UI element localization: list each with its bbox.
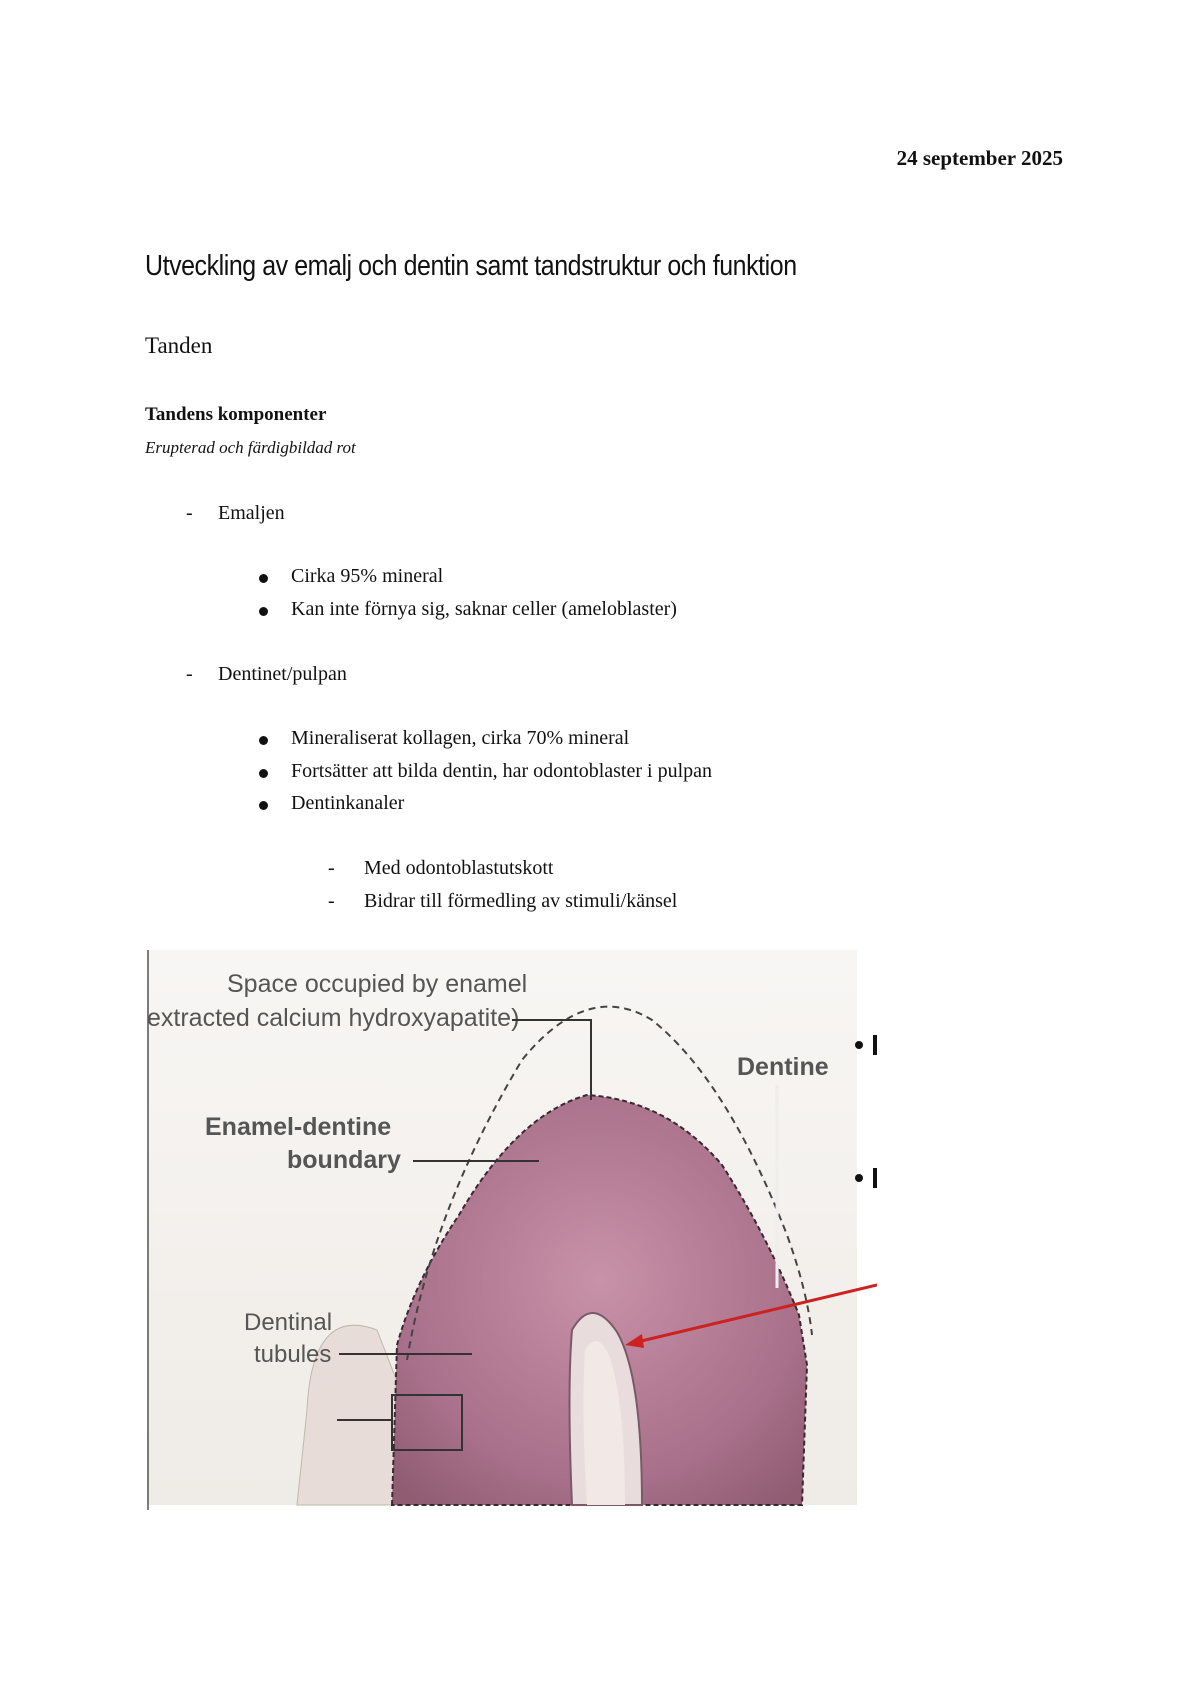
label-enamel-space-2: extracted calcium hydroxyapatite) <box>147 1004 520 1032</box>
cropped-text <box>873 1035 877 1055</box>
list-item-dentin: Dentinet/pulpan <box>218 663 347 685</box>
list-item: Dentinkanaler <box>291 792 405 814</box>
list-subitem: Med odontoblastutskott <box>364 857 554 879</box>
bullet-icon <box>855 1174 863 1182</box>
subsection-subtitle: Erupterad och färdigbildad rot <box>145 438 356 457</box>
list-item-enamel: Emaljen <box>218 502 285 524</box>
cropped-text <box>873 1168 877 1188</box>
label-tubules: tubules <box>254 1341 332 1368</box>
label-dentine: Dentine <box>737 1053 829 1081</box>
label-enamel-dentine: Enamel-dentine <box>205 1113 392 1141</box>
list-dash: - <box>328 857 335 879</box>
label-dentinal: Dentinal <box>244 1309 333 1336</box>
label-enamel-space: Space occupied by enamel <box>227 970 528 998</box>
bullet-icon <box>259 607 268 616</box>
section-heading: Tanden <box>145 333 213 358</box>
subsection-heading: Tandens komponenter <box>145 404 327 425</box>
list-subitem: Bidrar till förmedling av stimuli/känsel <box>364 890 678 912</box>
list-item: Cirka 95% mineral <box>291 565 444 587</box>
bullet-icon <box>855 1041 863 1049</box>
bullet-icon <box>259 736 268 745</box>
bullet-icon <box>259 769 268 778</box>
list-item: Mineraliserat kollagen, cirka 70% mineral <box>291 727 630 749</box>
bullet-icon <box>259 574 268 583</box>
list-dash: - <box>328 890 335 912</box>
list-dash: - <box>186 502 193 524</box>
page-title: Utveckling av emalj och dentin samt tandstruktur och funktion <box>145 250 797 282</box>
bullet-icon <box>259 801 268 810</box>
tooth-diagram <box>147 950 877 1510</box>
list-item: Fortsätter att bilda dentin, har odontoblaster i pulpan <box>291 760 713 782</box>
tooth-histology-figure <box>147 950 877 1510</box>
page-date: 24 september 2025 <box>896 146 1063 170</box>
list-item: Kan inte förnya sig, saknar celler (ameloblaster) <box>291 598 677 620</box>
list-dash: - <box>186 663 193 685</box>
label-boundary: boundary <box>287 1146 401 1174</box>
